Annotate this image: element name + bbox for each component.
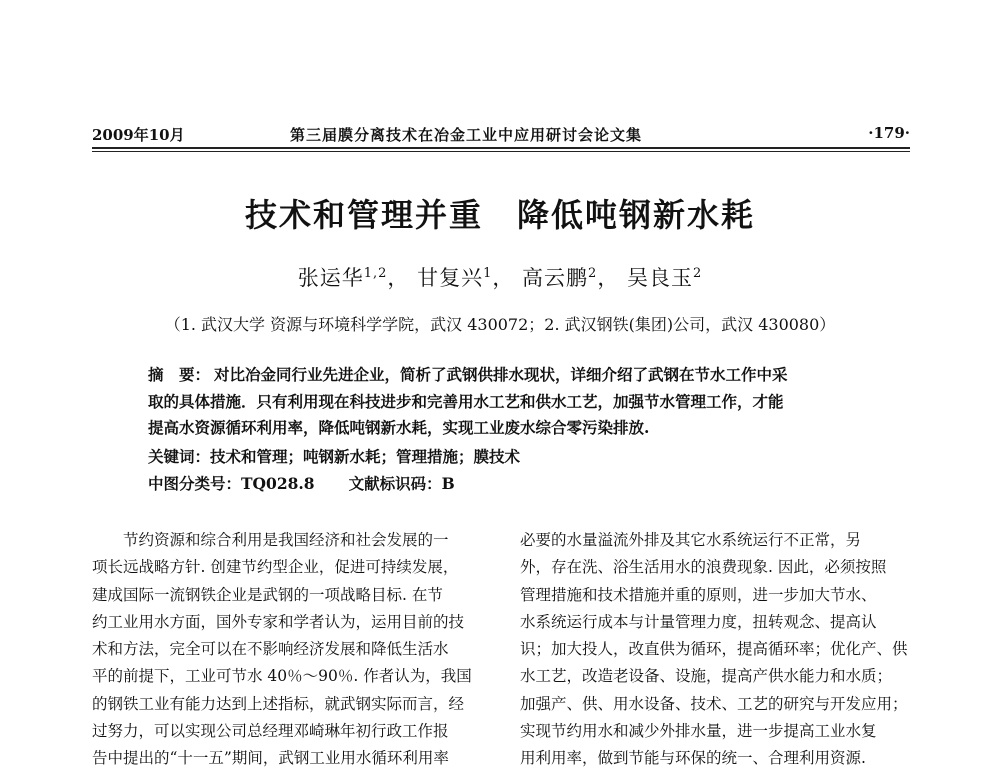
body-line: 约工业用水方面，国外专家和学者认为，运用目前的技 bbox=[92, 612, 465, 631]
header-date: 2009年10月 bbox=[92, 126, 185, 144]
header-page-number: ·179· bbox=[868, 124, 910, 142]
body-line: 项长远战略方针. 创建节约型企业，促进可持续发展， bbox=[92, 558, 459, 577]
keywords-label: 关键词： bbox=[148, 447, 211, 466]
body-right-column bbox=[520, 527, 908, 773]
abstract-line: 取的具体措施．只有利用现在科技进步和完善用水工艺和供水工艺，加强节水管理工作，才能 bbox=[148, 391, 784, 411]
body-line: 实现节约用水和减少外排水量，进一步提高工业水复 bbox=[520, 722, 877, 741]
author: 张运华$^{1,2}$， bbox=[297, 266, 410, 290]
body-line: 节约资源和综合利用是我国经济和社会发展的一 bbox=[123, 531, 449, 549]
body-line: 必要的水量溢流外排及其它水系统运行不正常，另 bbox=[520, 531, 862, 549]
body-line: 外，存在洗、浴生活用水的浪费现象. 因此，必须按照 bbox=[520, 558, 887, 577]
affiliation: （1. 武汉大学 资源与环境科学学院，武汉 430072；2. 武汉钢铁(集团)公司，武汉 430080） bbox=[164, 315, 836, 334]
author: 吴良玉$^2$ bbox=[627, 266, 703, 290]
author-list bbox=[0, 262, 1000, 292]
abstract-line: 摘 要： 对比冶金同行业先进企业，简析了武钢供排水现状，详细介绍了武钢在节水工作中采 bbox=[148, 365, 788, 384]
header-rule-thin bbox=[92, 151, 910, 152]
classification-line bbox=[148, 472, 455, 494]
header-rule-thick bbox=[92, 147, 910, 149]
clc-value: TQ028.8 bbox=[241, 474, 315, 493]
body-line: 用利用率，做到节能与环保的统一、合理利用资源. bbox=[520, 749, 866, 768]
abstract bbox=[148, 362, 860, 442]
header-journal-title: 第三届膜分离技术在冶金工业中应用研讨会论文集 bbox=[290, 126, 643, 144]
keywords bbox=[148, 445, 520, 467]
body-left-column bbox=[92, 527, 472, 773]
body-line: 平的前提下，工业可节水 40％～90％. 作者认为，我国 bbox=[92, 667, 472, 686]
clc-label: 中图分类号： bbox=[148, 474, 242, 493]
body-line: 加强产、供、用水设备、技术、工艺的研究与开发应用； bbox=[520, 694, 908, 713]
doc-code-value: B bbox=[441, 474, 455, 493]
running-header bbox=[92, 124, 910, 148]
body-line: 告中提出的“十一五”期间，武钢工业用水循环利用率 bbox=[92, 749, 449, 768]
body-line: 水工艺，改造老设备、设施，提高产供水能力和水质； bbox=[520, 667, 893, 686]
body-line: 过努力，可以实现公司总经理邓崎琳年初行政工作报 bbox=[92, 722, 449, 741]
author: 甘复兴$^1$， bbox=[417, 266, 515, 290]
paper-title: 技术和管理并重 降低吨钢新水耗 bbox=[244, 196, 755, 234]
body-line: 管理措施和技术措施并重的原则，进一步加大节水、 bbox=[520, 585, 877, 604]
body-line: 术和方法，完全可以在不影响经济发展和降低生活水 bbox=[92, 640, 449, 659]
body-line: 的钢铁工业有能力达到上述指标，就武钢实际而言，经 bbox=[92, 694, 465, 713]
abstract-label: 摘 要： bbox=[148, 365, 211, 384]
body-line: 识；加大投人，改直供为循环，提高循环率；优化产、供 bbox=[520, 640, 908, 659]
keywords-text: 技术和管理；吨钢新水耗；管理措施；膜技术 bbox=[210, 447, 521, 466]
body-line: 水系统运行成本与计量管理力度，扭转观念、提高认 bbox=[520, 612, 877, 631]
doc-code-label: 文献标识码： bbox=[348, 474, 442, 493]
body-line: 建成国际一流钢铁企业是武钢的一项战略目标. 在节 bbox=[92, 585, 443, 604]
author: 高云鹏$^2$， bbox=[522, 266, 620, 290]
abstract-line: 提高水资源循环利用率，降低吨钢新水耗，实现工业废水综合零污染排放. bbox=[148, 418, 650, 437]
